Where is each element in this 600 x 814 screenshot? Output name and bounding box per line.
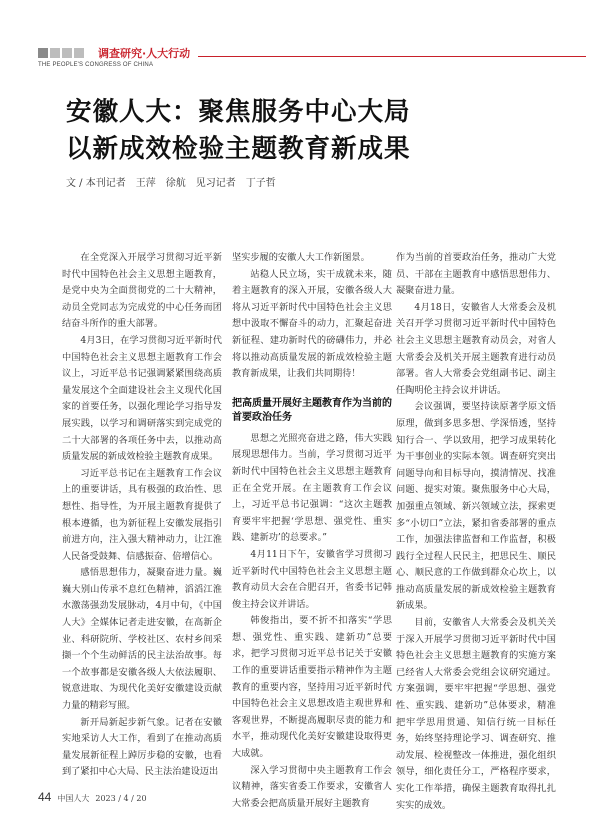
paragraph: 韩俊指出，要不折不扣落实“学思想、强党性、重实践、建新功”总要求，把学习贯彻习近平总书记关于安徽工作的重要讲话重要指示精神作为主题教育的重要内容，坚持用习近平新时代中国特色社会主义思想改造主观世界和客观世界，不断提高履职尽责的能力和水平，推动现代化美好安徽建设取得更大成就。	[232, 615, 392, 760]
page-header	[38, 44, 578, 68]
paragraph: 习近平总书记在主题教育工作会议上的重要讲话，具有极强的政治性、思想性、指导性，为开展主题教育提供了根本遵循，也为新征程上安徽发展指引前进方向，注入强大精神动力，让江淮人民备受鼓舞、信感振奋、倍增信心。	[62, 467, 222, 562]
paragraph: 深入学习贯彻中央主题教育工作会议精神，落实省委工作要求，安徽省人大常委会把高质量开展好主题教育	[232, 764, 392, 809]
paragraph: 感悟思想伟力，凝聚奋进力量。巍巍大别山传承不息红色精神，滔滔江淮水激荡强劲发展脉动，4月中旬，《中国人大》全媒体记者走进安徽，在高新企业、科研院所、学校社区、农村乡间采撷一个个生动鲜活的民主法治故事。每一个故事都是安徽各级人大依法履职、锐意进取、为现代化美好安徽建设贡献力量的精彩写照。	[62, 567, 222, 712]
paragraph: 思想之光照亮奋进之路，伟大实践展现思想伟力。当前，学习贯彻习近平新时代中国特色社会主义思想主题教育正在全党开展。在主题教育工作会议上，习近平总书记强调：“这次主题教育要牢牢把握‘学思想、强党性、重实践、建新功’的总要求。”	[232, 432, 392, 544]
paragraph: 在全党深入开展学习贯彻习近平新时代中国特色社会主义思想主题教育，是党中央为全面贯彻党的二十大精神，动员全党同志为完成党的中心任务而团结奋斗所作的重大部署。	[62, 252, 222, 330]
header-decoration	[38, 48, 84, 58]
paragraph: 站稳人民立场，实干成就未来，随着主题教育的深入开展，安徽各级人大将从习近平新时代中国特色社会主义思想中汲取不懈奋斗的动力，汇聚起奋进新征程、建功新时代的磅礴伟力，并必将以推动高质量发展的新成效检验主题教育新成果，让我们共同期待！	[232, 268, 392, 380]
column-2	[232, 250, 392, 812]
paragraph-continued: 作为当前的首要政治任务，推动广大党员、干部在主题教育中感悟思想伟力、凝聚奋进力量。	[396, 252, 556, 297]
paragraph-continued: 坚实步履的安徽人大工作新图景。	[232, 252, 370, 263]
header-rule	[198, 56, 586, 57]
section-heading: 把高质量开展好主题教育作为当前的首要政治任务	[232, 397, 392, 423]
magazine-english-name: THE PEOPLE'S CONGRESS OF CHINA	[38, 62, 154, 68]
byline: 文 / 本刊记者 王萍 徐航 见习记者 丁子哲	[66, 178, 276, 189]
column-3	[396, 250, 556, 814]
paragraph: 目前，安徽省人大常委会及机关关于深入开展学习贯彻习近平新时代中国特色社会主义思想主题教育的实施方案已经省人大常委会党组会议研究通过。方案强调，要牢牢把握“学思想、强党性、重实践、建新功”总体要求，精准把牢学思用贯通、知信行统一目标任务，始终坚持理论学习、调查研究、推动发展、检视整改一体推进，强化组织领导，细化责任分工，严格程序要求，实化工作举措，确保主题教育取得扎扎实实的成效。	[396, 617, 556, 811]
issue-date: 2023 / 4 / 20	[95, 794, 147, 803]
column-1	[62, 250, 222, 781]
paragraph: 新开局新起步新气象。记者在安徽实地采访人大工作，看到了在推动高质量发展新征程上踔厉步稳的安徽，也看到了紧扣中心大局、民主法治建设迈出	[62, 716, 222, 778]
magazine-name: 中国人大	[57, 794, 90, 803]
section-label: 调查研究·人大行动	[98, 47, 191, 60]
paragraph: 4月3日，在学习贯彻习近平新时代中国特色社会主义思想主题教育工作会议上，习近平总书记强调紧紧围绕高质量发展这个全面建设社会主义现代化国家的首要任务，以强化理论学习指导发展实践，以学习和调研落实到完成党的二十大部署的各项任务中去，以推动高质量发展的新成效检验主题教育成果。	[62, 334, 222, 463]
paragraph: 4月18日，安徽省人大常委会及机关召开学习贯彻习近平新时代中国特色社会主义思想主题教育动员会，对省人大常委会及机关开展主题教育进行动员部署。省人大常委会党组副书记、副主任陶明伦主持会议并讲话。	[396, 301, 556, 396]
article-title-line2: 以新成效检验主题教育新成果	[66, 134, 411, 164]
paragraph: 会议强调，要坚持读原著学原文悟原理，做到多思多想、学深悟透，坚持知行合一、学以致用，把学习成果转化为干事创业的实际本领。调查研究突出问题导向和目标导向，摸清情况、找准问题、提实对策。聚焦服务中心大局，加强重点领域、新兴领域立法，探索更多“小切口”立法，紧扣省委部署的重点工作，加强法律监督和工作监督，积极践行全过程人民民主，把思民生、顺民心、顺民意的工作做到群众心坎上，以推动高质量发展的新成效检验主题教育新成果。	[396, 401, 556, 612]
page-footer	[38, 790, 147, 804]
paragraph: 4月11日下午，安徽省学习贯彻习近平新时代中国特色社会主义思想主题教育动员大会在合肥召开，省委书记韩俊主持会议并讲话。	[232, 548, 392, 610]
page-number: 44	[38, 790, 52, 804]
article-title-line1: 安徽人大：聚焦服务中心大局	[66, 97, 411, 127]
